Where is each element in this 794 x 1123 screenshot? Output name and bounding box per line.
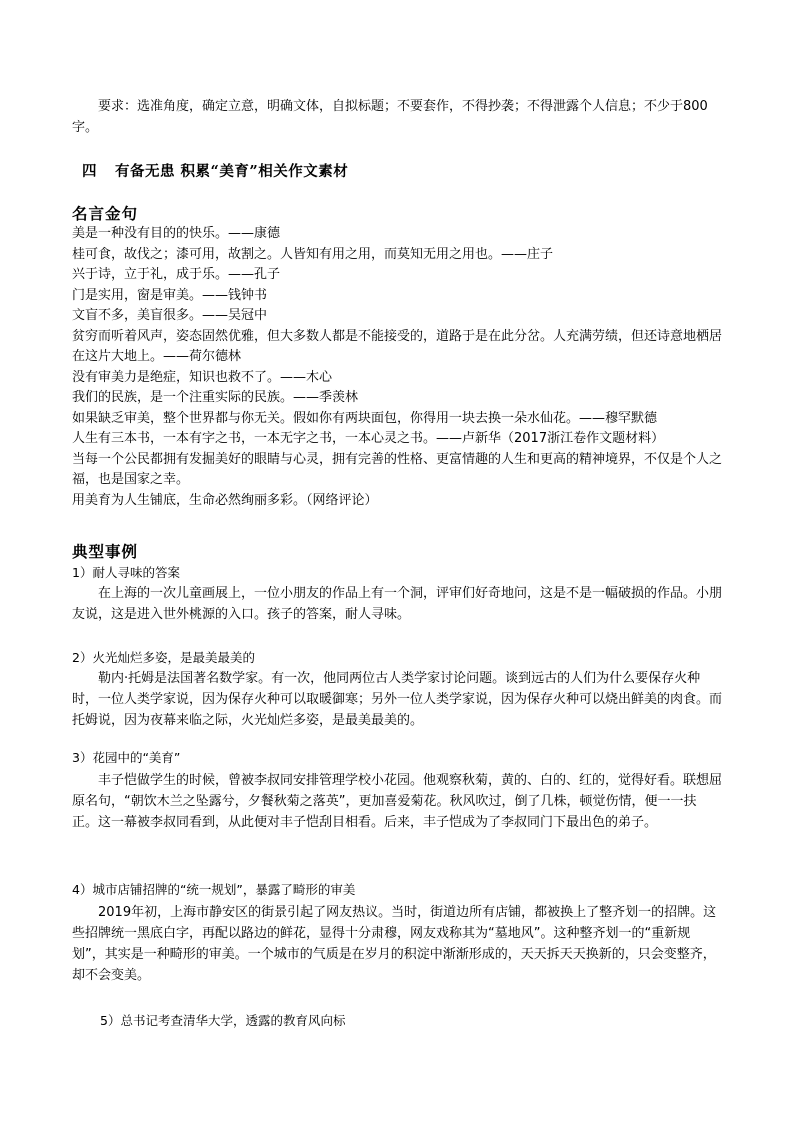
case-title: 4）城市店铺招牌的“统一规划”，暴露了畸形的审美 [72,882,356,897]
case-body: 丰子恺做学生的时候，曾被李叔同安排管理学校小花园。他观察秋菊，黄的、白的、红的，觉得好看。联想屈原名句，“朝饮木兰之坠露兮，夕餐秋菊之落英”，更加喜爱菊花。秋风吹过，倒了几株，顿觉伤情，便一一扶正。这一幕被李叔同看到，从此便对丰子恺刮目相看。后来，丰子恺成为了李叔同门下最出色的弟子。 [72,773,723,830]
case-title: 5）总书记考查清华大学，透露的教育风向标 [100,1013,346,1028]
quotes-list [72,224,722,511]
quote-item: 没有审美力是绝症，知识也救不了。——木心 [72,369,333,385]
quote-item: 用美育为人生铺底，生命必然绚丽多彩。（网络评论） [72,492,378,508]
case-body: 在上海的一次儿童画展上，一位小朋友的作品上有一个洞，评审们好奇地问，这是不是一幅破损的作品。小朋友说，这是进入世外桃源的入口。孩子的答案，耐人寻味。 [72,586,723,622]
quote-item: 贫穷而听着风声，姿态固然优雅，但大多数人都是不能接受的，道路于是在此分岔。人充满劳绩，但还诗意地栖居在这片大地上。——荷尔德林 [72,328,723,364]
section-heading [82,160,348,181]
case-body: 2019年初，上海市静安区的街景引起了网友热议。当时，街道边所有店铺，都被换上了整齐划一的招牌。这些招牌统一黑底白字，再配以路边的鲜花，显得十分肃穆，网友戏称其为“墓地风”。这种整齐划一的“重新规划”，其实是一种畸形的审美。一个城市的气质是在岁月的积淀中渐渐形成的，天天拆天天换新的，只会变整齐，却不会变美。 [72,905,717,983]
quote-item: 文盲不多，美盲很多。——吴冠中 [72,308,268,323]
quote-item: 美是一种没有目的的快乐。——康德 [72,226,281,241]
requirement-text: 要求：选准角度，确定立意，明确文体，自拟标题；不要套作，不得抄袭；不得泄露个人信息；不少于800字。 [72,99,708,135]
quote-item: 人生有三本书，一本有字之书，一本无字之书，一本心灵之书。——卢新华（2017浙江卷作文题材料） [72,431,665,446]
case-title: 1）耐人寻味的答案 [72,565,180,580]
case-title: 2）火光灿烂多姿，是最美最美的 [72,650,255,665]
section-number: 四 [82,163,97,180]
quote-item: 我们的民族，是一个注重实际的民族。——季羡林 [72,390,359,405]
quote-item: 门是实用，窗是审美。——钱钟书 [72,287,268,303]
quote-item: 如果缺乏审美，整个世界都与你无关。假如你有两块面包，你得用一块去换一朵水仙花。——穆罕默德 [72,410,658,426]
quote-item: 兴于诗，立于礼，成于乐。——孔子 [72,267,281,282]
quotes-heading: 名言金句 [72,204,139,223]
quote-item: 当每一个公民都拥有发掘美好的眼睛与心灵，拥有完善的性格、更富情趣的人生和更高的精神境界，不仅是个人之福，也是国家之幸。 [72,451,723,487]
quote-item: 桂可食，故伐之；漆可用，故割之。人皆知有用之用，而莫知无用之用也。——庄子 [72,246,554,262]
case-title: 3）花园中的“美育” [72,750,181,765]
section-title: 有备无患 积累“美育”相关作文素材 [115,163,349,180]
cases-heading: 典型事例 [72,542,139,561]
case-body: 勒内·托姆是法国著名数学家。有一次，他同两位古人类学家讨论问题。谈到远古的人们为什么要保存火种时，一位人类学家说，因为保存火种可以取暖御寒；另外一位人类学家说，因为保存火种可以烧出鲜美的肉食。而托姆说，因为夜幕来临之际，火光灿烂多姿，是最美最美的。 [72,671,723,728]
